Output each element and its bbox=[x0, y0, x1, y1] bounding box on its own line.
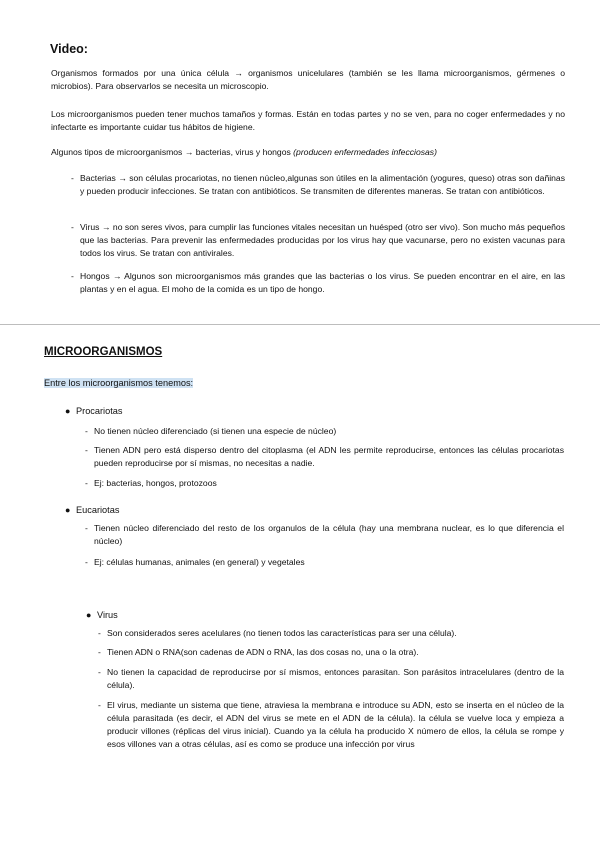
list-item-text: Ej: bacterias, hongos, protozoos bbox=[94, 478, 217, 488]
dash-icon: - bbox=[71, 222, 74, 232]
dash-icon: - bbox=[85, 523, 88, 533]
dash-icon: - bbox=[85, 557, 88, 567]
virus-item-2 bbox=[98, 646, 564, 659]
bullet-eucariotas bbox=[65, 504, 120, 517]
eucariotas-item-2 bbox=[85, 556, 564, 569]
highlighted-intro-text: Entre los microorganismos tenemos: bbox=[44, 378, 194, 388]
video-paragraph-2: Los microorganismos pueden tener muchos tamaños y formas. Están en todas partes y no se ven, para no coger enfermedades y no infectarte es importante cuidar tus hábitos de higiene. bbox=[51, 109, 565, 132]
dash-icon: - bbox=[98, 667, 101, 677]
dash-icon: - bbox=[71, 271, 74, 281]
virus-item-1 bbox=[98, 627, 564, 640]
list-item-bacterias bbox=[71, 172, 565, 198]
list-item-text: No tienen la capacidad de reproducirse por sí mismos, entonces parasitan. Son parásitos intracelulares (dentro de la célula). bbox=[107, 667, 564, 690]
section-divider bbox=[0, 324, 600, 325]
bullet-label: Procariotas bbox=[76, 406, 123, 416]
bullet-procariotas bbox=[65, 405, 123, 418]
video-paragraph-1: Organismos formados por una única célula → organismos unicelulares (también se les llama microorganismos, gérmenes o microbios). Para observarlos se necesita un microscopio. bbox=[51, 68, 565, 91]
list-item-text: Virus → no son seres vivos, para cumplir las funciones vitales necesitan un huésped (otro ser vivo). Son mucho más pequeños que las bacterias. Para prevenir las enfermedades producidas por los virus hay que vacunarse, pero no existen vacunas para todos los virus. Se tratan con antivirales. bbox=[80, 222, 565, 258]
procariotas-item-1 bbox=[85, 425, 564, 438]
list-item-hongos bbox=[71, 270, 565, 296]
list-item-text: Tienen núcleo diferenciado del resto de los organulos de la célula (hay una membrana nuclear, es lo que diferencia el núcleo) bbox=[94, 523, 564, 546]
procariotas-item-3 bbox=[85, 477, 564, 490]
video-title: Video: bbox=[50, 42, 88, 56]
bullet-label: Virus bbox=[97, 610, 118, 620]
bullet-icon: ● bbox=[65, 505, 71, 515]
microorganism-types-text: Algunos tipos de microorganismos → bacterias, virus y hongos bbox=[51, 147, 294, 157]
dash-icon: - bbox=[98, 700, 101, 710]
virus-item-3 bbox=[98, 666, 564, 692]
dash-icon: - bbox=[71, 173, 74, 183]
procariotas-item-2 bbox=[85, 444, 564, 470]
dash-icon: - bbox=[85, 445, 88, 455]
bullet-virus bbox=[86, 609, 118, 622]
list-item-text: Ej: células humanas, animales (en general) y vegetales bbox=[94, 557, 305, 567]
list-item-text: Tienen ADN o RNA(son cadenas de ADN o RNA, las dos cosas no, una o la otra). bbox=[107, 647, 419, 657]
microorganismos-title: MICROORGANISMOS bbox=[44, 346, 163, 358]
video-paragraph-3 bbox=[51, 146, 565, 159]
microorganism-types-note: (producen enfermedades infecciosas) bbox=[293, 147, 437, 157]
bullet-icon: ● bbox=[86, 610, 92, 620]
list-item-text: Tienen ADN pero está disperso dentro del citoplasma (el ADN les permite reproducirse, entonces las células procariotas pueden reproducirse por sí mismas, no necesitas a nadie. bbox=[94, 445, 564, 468]
dash-icon: - bbox=[98, 628, 101, 638]
microorganismos-intro bbox=[44, 377, 193, 390]
list-item-text: Son considerados seres acelulares (no tienen todos las características para ser una célula). bbox=[107, 628, 457, 638]
dash-icon: - bbox=[85, 426, 88, 436]
eucariotas-item-1 bbox=[85, 522, 564, 548]
bullet-label: Eucariotas bbox=[76, 505, 120, 515]
list-item-text: No tienen núcleo diferenciado (si tienen una especie de núcleo) bbox=[94, 426, 337, 436]
list-item-text: Bacterias → son células procariotas, no tienen núcleo,algunas son útiles en la alimentación (yogures, queso) otras son dañinas y pueden producir infecciones. Se tratan con antibióticos. Se transmiten de diferentes maneras. Se tratan con antibióticos. bbox=[80, 173, 565, 196]
virus-item-4 bbox=[98, 699, 564, 751]
list-item-text: El virus, mediante un sistema que tiene, atraviesa la membrana e introduce su ADN, esto se inserta en el núcleo de la célula parasitada (es decir, el ADN del virus se mete en el ADN de la célula). la célula se vuelve loca y empieza a producir villones (réplicas del virus inicial). Cuando ya la célula ha producido X número de ellos, la célula se rompe y esos villones van a otras células, así es como se produce una infección por virus bbox=[107, 700, 564, 749]
dash-icon: - bbox=[98, 647, 101, 657]
list-item-text: Hongos → Algunos son microorganismos más grandes que las bacterias o los virus. Se pueden encontrar en el aire, en las plantas y en el agua. El moho de la comida es un tipo de hongo. bbox=[80, 271, 565, 294]
dash-icon: - bbox=[85, 478, 88, 488]
bullet-icon: ● bbox=[65, 406, 71, 416]
list-item-virus bbox=[71, 221, 565, 260]
